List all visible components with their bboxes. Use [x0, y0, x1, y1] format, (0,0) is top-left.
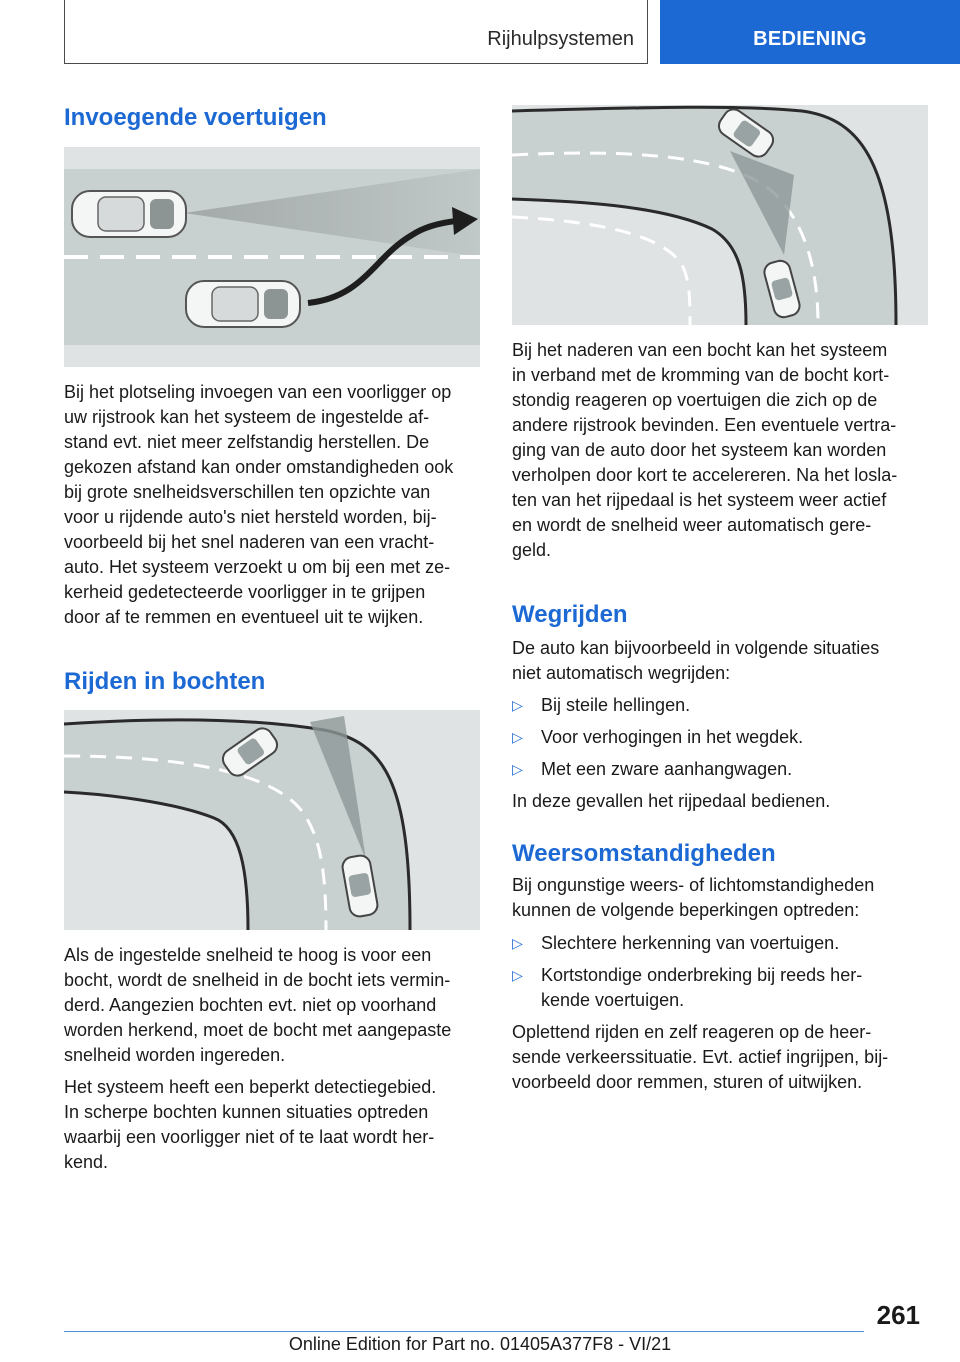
figure-merging-vehicle [64, 147, 480, 367]
car-own-icon [186, 281, 300, 327]
heading-invoegende-voertuigen: Invoegende voertuigen [64, 104, 327, 131]
heading-wegrijden: Wegrijden [512, 601, 628, 628]
figure-curve-right [512, 105, 928, 325]
car-front-icon [72, 191, 186, 237]
triangle-right-outline-icon: ▷ [512, 697, 523, 713]
triangle-right-outline-icon: ▷ [512, 761, 523, 777]
heading-rijden-in-bochten: Rijden in bochten [64, 668, 266, 695]
paragraph-detection-area: Het systeem heeft een beperkt detectiegebied. In scherpe bochten kunnen situaties optreden waarbij een voorligger niet of te laat wordt her- kend. [64, 1077, 437, 1172]
triangle-right-outline-icon: ▷ [512, 967, 523, 983]
chapter-tab-label: BEDIENING [753, 28, 867, 50]
footer-divider [64, 1331, 864, 1332]
paragraph-wegrijden-intro: De auto kan bijvoorbeeld in volgende situaties niet automatisch wegrijden: [512, 638, 880, 683]
footer-edition: Online Edition for Part no. 01405A377F8 - VI/21 [288, 1334, 672, 1354]
paragraph-weers-intro: Bij ongunstige weers- of lichtomstandigheden kunnen de volgende beperkingen optreden: [512, 875, 875, 920]
paragraph-weers-outro: Oplettend rijden en zelf reageren op de heer- sende verkeerssituatie. Evt. actief ingrijpen, bij- voorbeeld door remmen, sturen of uitwijken. [512, 1022, 889, 1092]
paragraph-approach-curve: Bij het naderen van een bocht kan het systeem in verband met de kromming van de bocht kort- stondig reageren op voertuigen die zich op de andere rijstrook bevinden. Een eventuele vertra- ging van de auto door het systeem kan worden verholpen door kort te accelereren. Na het losla- ten van het rijpedaal is het systeem weer actief en wordt de snelheid weer automatisch gere- geld. [512, 340, 898, 560]
triangle-right-outline-icon: ▷ [512, 935, 523, 951]
heading-weersomstandigheden: Weersomstandigheden [512, 840, 776, 867]
page-number: 261 [876, 1300, 920, 1330]
section-title: Rijhulpsystemen [487, 28, 634, 50]
triangle-right-outline-icon: ▷ [512, 729, 523, 745]
paragraph-wegrijden-outro: In deze gevallen het rijpedaal bedienen. [512, 791, 831, 811]
figure-curve-left [64, 710, 480, 930]
chapter-tab [660, 0, 960, 64]
paragraph-merging: Bij het plotseling invoegen van een voorligger op uw rijstrook kan het systeem de ingestelde af- stand evt. niet meer zelfstandig herstellen. De gekozen afstand kan onder omstandigheden ook bij grote snelheidsverschillen ten opzichte van voor u rijdende auto's niet hersteld worden, bij- voorbeeld bij het snel naderen van een vracht- auto. Het systeem verzoekt u om bij een met ze- kerheid gedetecteerde voorligger in te grijpen door af te remmen en eventueel uit te wijken. [64, 382, 454, 627]
paragraph-speed-in-curve: Als de ingestelde snelheid te hoog is voor een bocht, wordt de snelheid in de bocht iets vermin- derd. Aangezien bochten evt. niet op voorhand worden herkend, moet de bocht met aangepaste snelheid worden ingereden. [64, 945, 452, 1065]
